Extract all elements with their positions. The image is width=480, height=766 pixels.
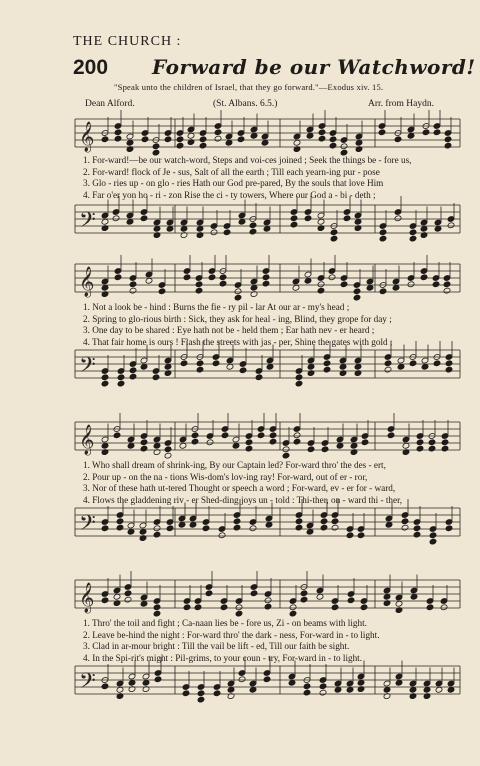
note-head	[433, 360, 441, 367]
note-head	[440, 604, 448, 611]
note-head	[245, 439, 253, 446]
note-head	[227, 686, 235, 693]
note-head	[124, 596, 132, 603]
note-head	[378, 129, 386, 136]
note-head	[235, 604, 243, 611]
note-head	[199, 142, 207, 149]
note-head	[354, 218, 362, 225]
note-head	[140, 215, 148, 222]
clef-icon: 𝄞	[79, 122, 95, 152]
note-head	[164, 136, 172, 143]
clef-icon: 𝄢	[79, 511, 96, 541]
note-head	[219, 274, 227, 281]
note-head	[153, 531, 161, 538]
note-head	[239, 367, 247, 374]
note-head	[210, 229, 218, 236]
note-head	[183, 604, 191, 611]
note-head	[183, 274, 191, 281]
verse-2-line: 2. For-ward! flock of Je - sus, Salt of all the earth ; Till each yearn-ing pur - pose	[83, 166, 380, 177]
note-head	[197, 696, 205, 703]
note-head	[199, 136, 207, 143]
note-head	[447, 686, 455, 693]
lyrics-block	[83, 460, 463, 506]
verse-3-line: 3. Clad in ar-mour bright : Till the vail be lift - ed, Till our faith be sight.	[83, 641, 350, 652]
note-head	[112, 215, 120, 222]
note-head	[196, 366, 204, 373]
note-head	[255, 374, 263, 381]
note-head	[433, 129, 441, 136]
note-head	[329, 142, 337, 149]
note-head	[191, 432, 199, 439]
scripture-epigraph: "Speak unto the children of Israel, that they go forward."—Exodus xiv. 15.	[114, 82, 384, 92]
verse-3-line: 3. Glo - ries up - on glo - ries Hath our God pre-pared, By the souls that love Him	[83, 178, 384, 189]
note-head	[323, 360, 331, 367]
note-head	[263, 225, 271, 232]
note-head	[360, 604, 368, 611]
note-head	[317, 218, 325, 225]
note-head	[293, 432, 301, 439]
note-head	[303, 683, 311, 690]
note-head	[443, 281, 451, 288]
note-head	[269, 438, 277, 445]
clef-icon: 𝄞	[79, 583, 95, 613]
note-head	[145, 277, 153, 284]
note-head	[295, 380, 303, 387]
note-head	[290, 221, 298, 228]
note-head	[317, 287, 325, 294]
note-head	[238, 676, 246, 683]
note-head	[257, 432, 265, 439]
note-head	[101, 597, 109, 604]
note-head	[443, 287, 451, 294]
verse-1-line: 1. Not a look be - hind : Burns the fie - ry pil - lar At our ar - my's head ;	[83, 302, 350, 312]
treble-staff	[75, 578, 460, 620]
note-head	[101, 380, 109, 387]
note-head	[195, 287, 203, 294]
note-head	[444, 142, 452, 149]
note-head	[197, 690, 205, 697]
note-head	[226, 363, 234, 370]
note-head	[401, 524, 409, 531]
note-head	[250, 590, 258, 597]
note-head	[379, 235, 387, 242]
treble-staff	[75, 420, 460, 462]
note-head	[353, 294, 361, 301]
note-head	[196, 360, 204, 367]
note-head	[347, 597, 355, 604]
note-head	[234, 294, 242, 301]
note-head	[444, 136, 452, 143]
note-head	[329, 136, 337, 143]
lyrics-block	[83, 302, 463, 348]
note-head	[127, 442, 135, 449]
note-head	[114, 129, 122, 136]
note-head	[139, 528, 147, 535]
note-head	[205, 590, 213, 597]
note-head	[208, 274, 216, 281]
note-head	[320, 524, 328, 531]
note-head	[101, 218, 109, 225]
note-head	[289, 610, 297, 617]
bass-staff	[75, 664, 460, 706]
note-head	[353, 288, 361, 295]
verse-4-line: 4. In the Spi-rit's might : Pil-grims, to your coun - try, For-ward in - to light.	[83, 652, 363, 663]
note-head	[407, 281, 415, 288]
note-head	[447, 222, 455, 229]
note-head	[366, 284, 374, 291]
bass-staff	[75, 506, 460, 548]
note-head	[142, 679, 150, 686]
note-head	[330, 235, 338, 242]
clef-icon: 𝄢	[79, 669, 96, 699]
note-head	[409, 686, 417, 693]
note-head	[238, 218, 246, 225]
note-head	[262, 280, 270, 287]
note-head	[180, 360, 188, 367]
note-head	[318, 135, 326, 142]
note-head	[383, 593, 391, 600]
note-head	[263, 676, 271, 683]
note-head	[153, 442, 161, 449]
note-head	[340, 281, 348, 288]
note-head	[323, 366, 331, 373]
note-head	[214, 129, 222, 136]
note-head	[282, 446, 290, 453]
note-head	[394, 136, 402, 143]
note-head	[304, 215, 312, 222]
note-head	[234, 288, 242, 295]
note-head	[288, 679, 296, 686]
note-head	[407, 132, 415, 139]
note-head	[196, 225, 204, 232]
note-head	[140, 600, 148, 607]
lyrics-block	[83, 618, 463, 664]
note-head	[101, 525, 109, 532]
note-head	[361, 439, 369, 446]
note-head	[384, 360, 392, 367]
note-head	[235, 610, 243, 617]
note-head	[154, 676, 162, 683]
note-head	[434, 225, 442, 232]
note-head	[307, 446, 315, 453]
note-head	[334, 686, 342, 693]
verse-2-line: 2. Spring to glo-rious birth : Sick, they ask for heal - ing, Blind, they grope for day ;	[83, 313, 392, 324]
note-head	[140, 439, 148, 446]
note-head	[129, 281, 137, 288]
note-head	[153, 225, 161, 232]
note-head	[166, 225, 174, 232]
note-head	[237, 136, 245, 143]
note-head	[295, 524, 303, 531]
note-head	[265, 521, 273, 528]
note-head	[129, 287, 137, 294]
note-head	[164, 363, 172, 370]
note-head	[293, 438, 301, 445]
note-head	[340, 143, 348, 150]
note-head	[129, 367, 137, 374]
clef-icon: 𝄢	[79, 208, 96, 238]
verse-1-line: 1. Who shall dream of shrink-ing, By our Captain led? For-ward thro' the des - ert,	[83, 460, 386, 470]
note-head	[295, 374, 303, 381]
tune-name: (St. Albans. 6.5.)	[213, 99, 278, 109]
note-head	[166, 525, 174, 532]
note-head	[355, 139, 363, 146]
note-head	[101, 284, 109, 291]
clef-icon: 𝄢	[79, 353, 96, 383]
note-head	[233, 518, 241, 525]
verse-3-line: 3. Nor of these hath ut-tered Thought or speech a word ; For-ward, ev - er for - ward,	[83, 483, 396, 494]
note-head	[113, 432, 121, 439]
treble-staff	[75, 117, 460, 159]
clef-icon: 𝄞	[79, 425, 95, 455]
note-head	[213, 690, 221, 697]
note-head	[392, 284, 400, 291]
note-head	[290, 215, 298, 222]
note-head	[320, 518, 328, 525]
note-head	[152, 374, 160, 381]
note-head	[124, 590, 132, 597]
note-head	[318, 129, 326, 136]
note-head	[101, 442, 109, 449]
verse-4-line: 4. That fair home is ours ! Flash the streets with jas - per, Shine the gates with gold ;	[83, 336, 393, 347]
note-head	[319, 683, 327, 690]
note-head	[153, 610, 161, 617]
note-head	[395, 679, 403, 686]
note-head	[413, 525, 421, 532]
note-head	[202, 525, 210, 532]
note-head	[116, 686, 124, 693]
note-head	[410, 593, 418, 600]
note-head	[432, 281, 440, 288]
note-head	[114, 135, 122, 142]
note-head	[395, 600, 403, 607]
note-head	[126, 139, 134, 146]
note-head	[402, 442, 410, 449]
note-head	[426, 604, 434, 611]
verse-1-line: 1. For-ward!—be our watch-word, Steps and voi-ces joined ; Seek the things be - fore us,	[83, 155, 412, 165]
verse-4-line: 4. Far o'er yon ho - ri - zon Rise the ci - ty towers, Where our God a - bi - deth ;	[83, 189, 376, 200]
note-head	[264, 603, 272, 610]
note-head	[116, 524, 124, 531]
note-head	[250, 284, 258, 291]
note-head	[187, 132, 195, 139]
hymn-title: Forward be our Watchword!	[152, 55, 476, 79]
note-head	[140, 445, 148, 452]
note-head	[113, 593, 121, 600]
note-head	[421, 363, 429, 370]
note-head	[293, 139, 301, 146]
note-head	[128, 679, 136, 686]
verse-4-line: 4. Flows the gladdening riv - er Shed-ding joys un - told : Thi-ther, on - ward thi - ther,	[83, 494, 403, 505]
bass-staff	[75, 203, 460, 245]
note-head	[101, 683, 109, 690]
note-head	[429, 538, 437, 545]
note-head	[141, 136, 149, 143]
note-head	[289, 604, 297, 611]
note-head	[409, 235, 417, 242]
note-head	[387, 432, 395, 439]
note-head	[212, 360, 220, 367]
note-head	[223, 229, 231, 236]
note-head	[101, 374, 109, 381]
note-head	[317, 281, 325, 288]
note-head	[126, 218, 134, 225]
note-head	[116, 518, 124, 525]
note-head	[401, 518, 409, 525]
note-head	[429, 532, 437, 539]
note-head	[245, 445, 253, 452]
note-head	[319, 689, 327, 696]
running-head: THE CHURCH :	[73, 34, 182, 49]
note-head	[379, 288, 387, 295]
note-head	[262, 274, 270, 281]
treble-staff	[75, 262, 460, 304]
note-head	[321, 446, 329, 453]
note-head	[416, 445, 424, 452]
note-head	[153, 525, 161, 532]
lyrics-block	[83, 155, 463, 201]
note-head	[180, 225, 188, 232]
note-head	[152, 143, 160, 150]
note-head	[445, 360, 453, 367]
note-head	[164, 446, 172, 453]
note-head	[343, 215, 351, 222]
note-head	[385, 521, 393, 528]
note-head	[384, 366, 392, 373]
note-head	[420, 274, 428, 281]
note-head	[445, 366, 453, 373]
note-head	[397, 363, 405, 370]
note-head	[176, 136, 184, 143]
note-head	[194, 604, 202, 611]
verse-2-line: 2. Pour up - on the na - tions Wis-dom's lov-ing ray! For-ward, out of er - ror,	[83, 471, 368, 482]
note-head	[249, 525, 257, 532]
note-head	[179, 442, 187, 449]
note-head	[423, 686, 431, 693]
note-head	[307, 363, 315, 370]
note-head	[357, 532, 365, 539]
note-head	[428, 439, 436, 446]
note-head	[261, 139, 269, 146]
note-head	[282, 452, 290, 459]
note-head	[441, 439, 449, 446]
note-head	[420, 225, 428, 232]
note-head	[218, 532, 226, 539]
note-head	[316, 593, 324, 600]
note-head	[416, 439, 424, 446]
note-head	[206, 439, 214, 446]
note-head	[249, 228, 257, 235]
note-head	[127, 528, 135, 535]
note-head	[232, 442, 240, 449]
note-head	[250, 132, 258, 139]
note-head	[303, 689, 311, 696]
clef-icon: 𝄞	[79, 267, 95, 297]
note-head	[350, 442, 358, 449]
note-head	[220, 604, 228, 611]
note-head	[346, 686, 354, 693]
note-head	[195, 281, 203, 288]
note-head	[219, 280, 227, 287]
note-head	[117, 374, 125, 381]
note-head	[178, 521, 186, 528]
note-head	[129, 373, 137, 380]
note-head	[354, 363, 362, 370]
note-head	[300, 596, 308, 603]
note-head	[428, 445, 436, 452]
note-head	[140, 363, 148, 370]
note-head	[357, 679, 365, 686]
note-head	[445, 525, 453, 532]
hymn-number: 200	[73, 56, 109, 79]
note-head	[117, 380, 125, 387]
note-head	[153, 604, 161, 611]
verse-2-line: 2. Leave be-hind the night : For-ward thro' the dark - ness, For-ward in - to light.	[83, 629, 380, 640]
note-head	[189, 521, 197, 528]
note-head	[158, 288, 166, 295]
note-head	[339, 363, 347, 370]
note-head	[413, 531, 421, 538]
note-head	[331, 518, 339, 525]
note-head	[346, 532, 354, 539]
verse-1-line: 1. Thro' the toil and fight ; Ca-naan lies be - fore us, Zi - on beams with light.	[83, 618, 367, 628]
note-head	[422, 129, 430, 136]
note-head	[331, 524, 339, 531]
note-head	[304, 277, 312, 284]
bass-staff	[75, 348, 460, 390]
note-head	[292, 284, 300, 291]
note-head	[264, 597, 272, 604]
note-head	[394, 215, 402, 222]
note-head	[379, 229, 387, 236]
note-head	[441, 445, 449, 452]
note-head	[409, 229, 417, 236]
note-head	[214, 135, 222, 142]
note-head	[114, 274, 122, 281]
note-head	[295, 518, 303, 525]
note-head	[101, 136, 109, 143]
note-head	[328, 274, 336, 281]
note-head	[300, 590, 308, 597]
note-head	[331, 604, 339, 611]
note-head	[249, 686, 257, 693]
note-head	[191, 438, 199, 445]
note-head	[336, 442, 344, 449]
note-head	[330, 229, 338, 236]
verse-3-line: 3. One day to be shared : Eye hath not be - held them ; Ear hath nev - er heard ;	[83, 325, 375, 336]
arranger-credit: Arr. from Haydn.	[368, 99, 434, 109]
note-head	[306, 528, 314, 535]
note-head	[221, 432, 229, 439]
note-head	[164, 452, 172, 459]
author-credit: Dean Alford.	[85, 99, 135, 109]
note-head	[249, 222, 257, 229]
note-head	[306, 132, 314, 139]
note-head	[269, 432, 277, 439]
note-head	[409, 360, 417, 367]
note-head	[182, 690, 190, 697]
note-head	[233, 524, 241, 531]
note-head	[266, 363, 274, 370]
note-head	[225, 139, 233, 146]
note-head	[383, 686, 391, 693]
note-head	[176, 142, 184, 149]
note-head	[435, 686, 443, 693]
